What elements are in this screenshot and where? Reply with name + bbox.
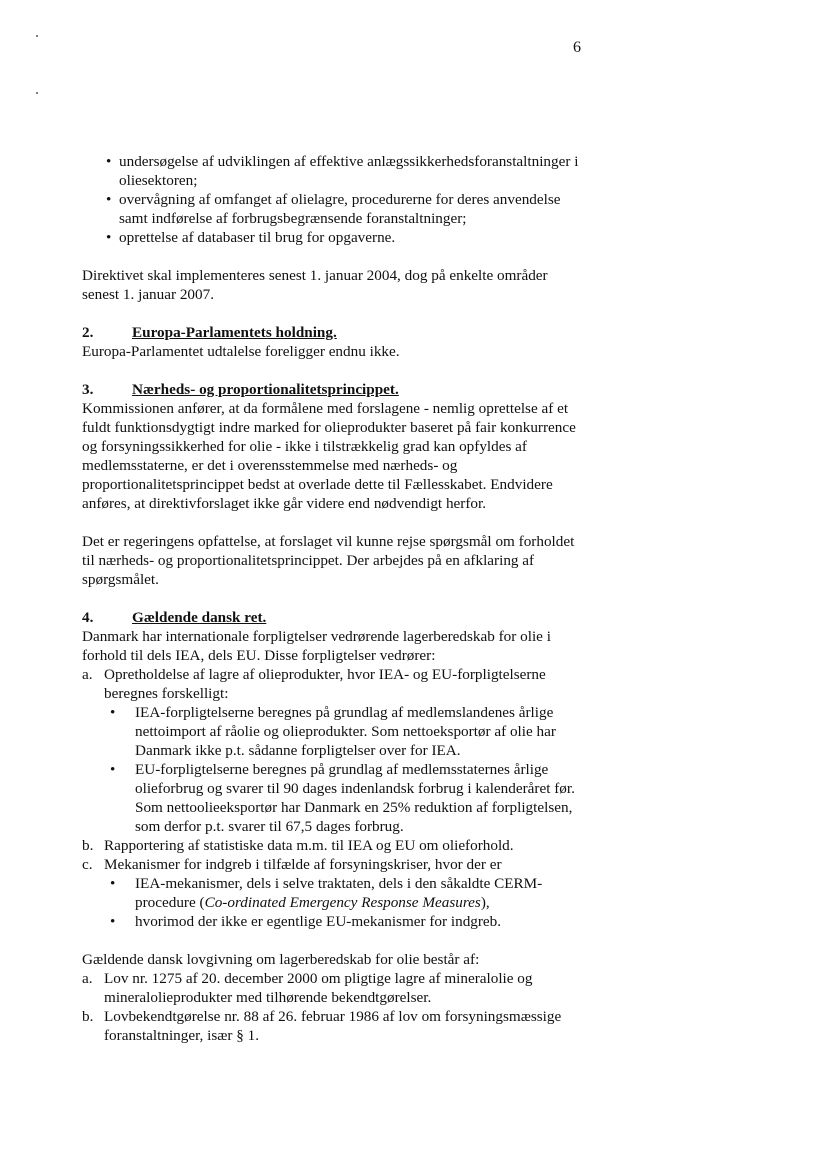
list-item (104, 874, 582, 912)
scan-speck (36, 92, 38, 94)
section-3-paragraph-1: Kommissionen anfører, at da formålene med forslagene - nemlig oprettelse af et fuldt funktionsdygtigt indre marked for olieprodukter baseret på fair konkurrence og forsyningssikkerhed for olie - ikke i tilstrækkelig grad kan opfyldes af medlemsstaterne, er det i overensstemmelse med nærheds- og proportionalitetsprincippet bedst at overlade dette til Fællesskabet. Endvidere anføres, at direktivforslaget ikke går videre end nødvendigt herfor. (82, 400, 576, 512)
list-marker: b. (82, 1008, 94, 1025)
section-2-text: Europa-Parlamentet udtalelse foreligger endnu ikke. (82, 343, 400, 360)
list-item-text: Lovbekendtgørelse nr. 88 af 26. februar 1986 af lov om forsyningsmæssige foranstaltninger, især § 1. (104, 1008, 562, 1044)
section-number: 4. (82, 609, 94, 626)
list-item: • undersøgelse af udviklingen af effektive anlægssikkerhedsforanstaltninger i oliesektoren; (82, 152, 582, 190)
section-title: Nærheds- og proportionalitetsprincippet. (132, 381, 399, 398)
list-marker: b. (82, 837, 94, 854)
section-heading-3 (82, 380, 582, 399)
law-intro: Gældende dansk lovgivning om lagerberedskab for olie består af: (82, 951, 480, 968)
section-heading-4 (82, 608, 582, 627)
sub-bullet-list (104, 703, 582, 836)
list-item: • EU-forpligtelserne beregnes på grundlag af medlemsstaternes årlige olieforbrug og svarer til 90 dages indenlandsk forbrug i kalenderåret før. Som nettoolieeksportør har Danmark en 25% reduktion af forpligtelsen, som derfor p.t. svarer til 67,5 dages forbrug. (104, 760, 582, 836)
list-item (82, 665, 582, 836)
list-item: • IEA-forpligtelserne beregnes på grundlag af medlemslandenes årlige nettoimport af råolie og olieprodukter. Som nettoeksportør af olie har Danmark ikke p.t. sådanne forpligtelser over for IEA. (104, 703, 582, 760)
intro-bullet-list (82, 152, 582, 247)
list-item: • hvorimod der ikke er egentlige EU-mekanismer for indgreb. (104, 912, 582, 931)
bullet-text: ), (480, 894, 490, 911)
section-title: Europa-Parlamentets holdning. (132, 324, 337, 341)
list-item (82, 1007, 582, 1045)
bullet-text: IEA-mekanismer, dels i selve traktaten, dels i den såkaldte CERM-procedure ( (135, 875, 543, 911)
bullet-italic-text: Co-ordinated Emergency Response Measures (204, 894, 481, 911)
scan-speck (36, 35, 38, 37)
list-marker: a. (82, 666, 93, 683)
section-heading-2 (82, 323, 582, 342)
list-item (82, 855, 582, 931)
list-item-text: Rapportering af statistiske data m.m. til IEA og EU om olieforhold. (104, 837, 514, 854)
section-number: 3. (82, 381, 94, 398)
list-marker: a. (82, 970, 93, 987)
section-number: 2. (82, 324, 94, 341)
list-item (82, 969, 582, 1007)
list-item (82, 836, 582, 855)
list-item-text: Mekanismer for indgreb i tilfælde af forsyningskriser, hvor der er (104, 856, 502, 873)
list-marker: c. (82, 856, 93, 873)
section-3-paragraph-2: Det er regeringens opfattelse, at forslaget vil kunne rejse spørgsmål om forholdet til nærheds- og proportionalitetsprincippet. Der arbejdes på en afklaring af spørgsmålet. (82, 533, 575, 588)
obligations-list (82, 665, 582, 931)
list-item: • oprettelse af databaser til brug for opgaverne. (82, 228, 582, 247)
page-number: 6 (573, 39, 581, 56)
list-item: • overvågning af omfanget af olielagre, procedurerne for deres anvendelse samt indførelse af forbrugsbegrænsende foranstaltninger; (82, 190, 582, 228)
section-title: Gældende dansk ret. (132, 609, 267, 626)
list-item-text: Lov nr. 1275 af 20. december 2000 om pligtige lagre af mineralolie og mineralolieprodukter med tilhørende bekendtgørelser. (104, 970, 533, 1006)
law-list (82, 969, 582, 1045)
document-body (82, 152, 582, 1045)
sub-bullet-list (104, 874, 582, 931)
section-4-intro: Danmark har internationale forpligtelser vedrørende lagerberedskab for olie i forhold til dels IEA, dels EU. Disse forpligtelser vedrører: (82, 628, 551, 664)
implementation-paragraph: Direktivet skal implementeres senest 1. januar 2004, dog på enkelte områder senest 1. januar 2007. (82, 267, 548, 303)
list-item-text: Opretholdelse af lagre af olieprodukter, hvor IEA- og EU-forpligtelserne beregnes forskelligt: (104, 666, 546, 702)
